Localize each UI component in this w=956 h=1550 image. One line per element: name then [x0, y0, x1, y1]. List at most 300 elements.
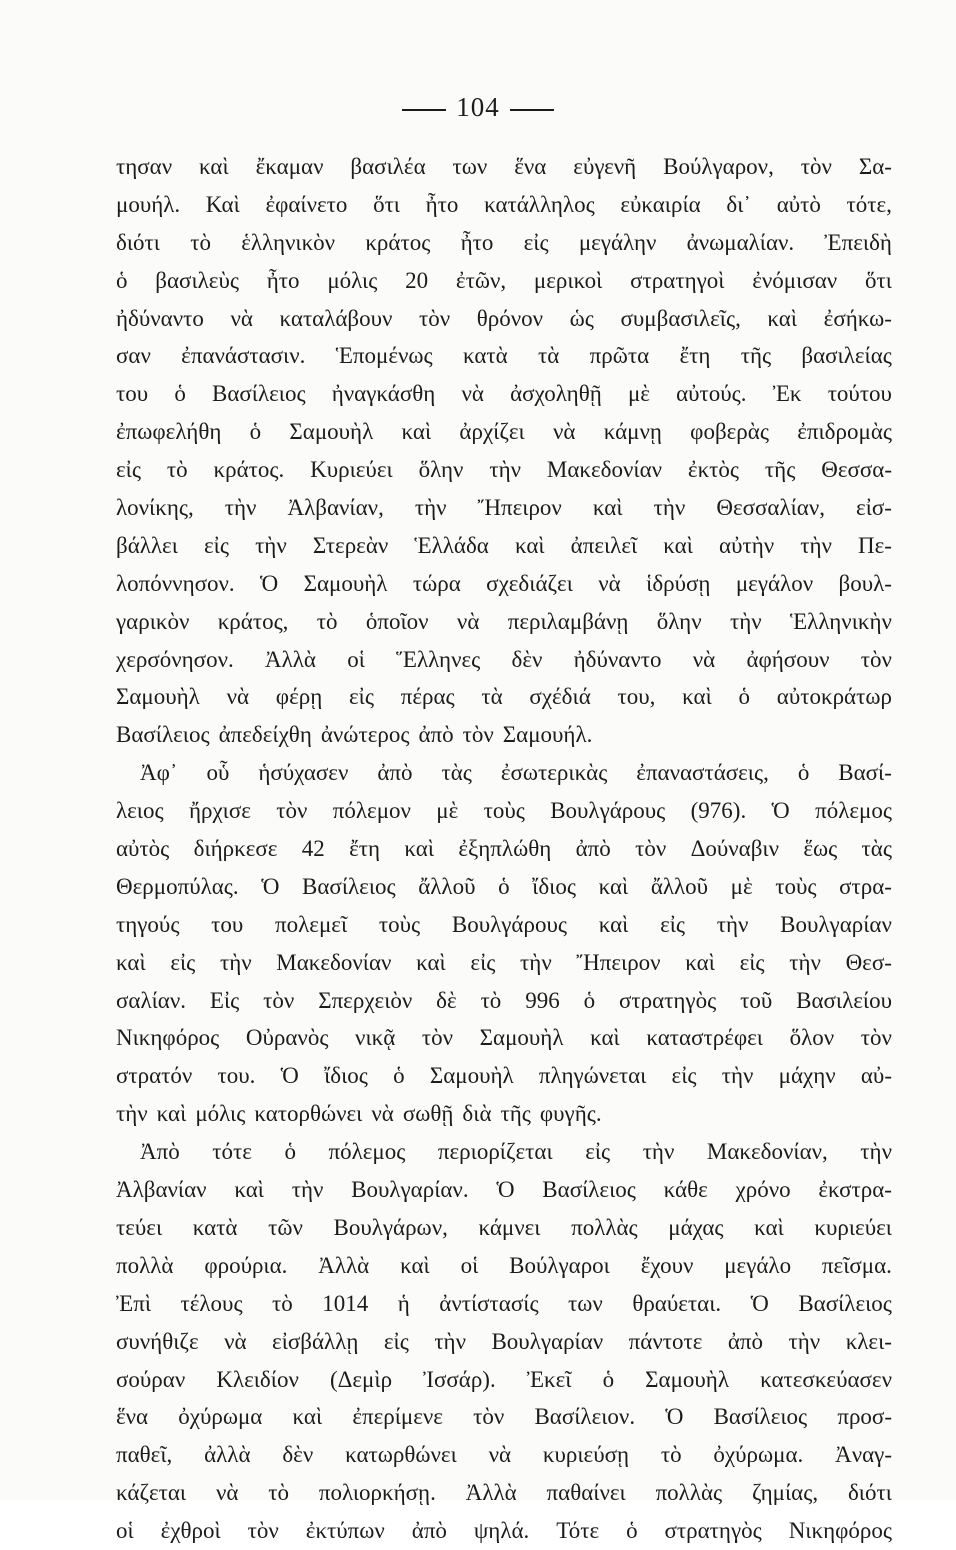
word: ἐπωφελήθη: [116, 419, 222, 445]
word: ὁ: [393, 1063, 405, 1089]
word: κυριεύει: [814, 1214, 892, 1240]
word: ἐκστρα-: [818, 1177, 892, 1203]
word: κατὰ: [192, 1214, 238, 1240]
text-line: [116, 868, 892, 906]
word: σχέδιά: [529, 684, 591, 710]
word: Εἰς: [209, 987, 240, 1013]
word: μάχην: [778, 1063, 836, 1089]
word: τὸ: [268, 1480, 290, 1506]
word: φέρῃ: [275, 684, 323, 710]
word: ὅλον: [789, 1025, 835, 1051]
word: Σαμουήλ.: [502, 722, 593, 748]
word: ἀπὸ: [411, 1518, 447, 1544]
word: νὰ: [598, 570, 621, 596]
word: μάχας: [668, 1214, 724, 1240]
word: εἰσ-: [856, 495, 892, 521]
word: Δούναβιν: [690, 836, 779, 862]
word: Βουλγαρίαν.: [351, 1177, 469, 1203]
word: ὅλην: [656, 608, 702, 634]
word: γαρικὸν: [116, 608, 190, 634]
word: Ἀναγ-: [835, 1442, 892, 1468]
text-line: [116, 830, 892, 868]
word: ἐκτύπων: [305, 1518, 385, 1544]
text-line: [116, 1095, 892, 1133]
word: κάθε: [663, 1177, 708, 1203]
word: νὰ: [230, 305, 253, 331]
word: ἀσχοληθῇ: [510, 381, 602, 407]
word: Πε-: [857, 532, 892, 558]
word: νὰ: [371, 1101, 394, 1127]
word: ἀπὸ: [727, 1328, 764, 1354]
word: καὶ: [598, 873, 629, 899]
word: ἐσωτερικὰς: [500, 760, 608, 786]
word: νὰ: [215, 1480, 239, 1506]
word: Σαμουὴλ: [116, 684, 200, 710]
word: τὴν: [116, 1101, 148, 1127]
word: μεγάλην: [578, 229, 657, 255]
word: Ἀλβανίαν: [116, 1177, 207, 1203]
word: τὴν: [255, 532, 287, 558]
word: (976).: [690, 798, 747, 824]
word: Θερμοπύλας.: [116, 873, 239, 899]
word: ἐχθροὶ: [160, 1518, 221, 1544]
text-line: [116, 716, 892, 754]
word: λειος: [116, 798, 164, 824]
word: νικᾷ: [355, 1025, 396, 1051]
word: καὶ: [404, 836, 435, 862]
word: στρα-: [839, 873, 892, 899]
text-line: [116, 262, 892, 300]
word: θραύεται.: [632, 1290, 722, 1316]
word: Θεσσα-: [821, 457, 892, 483]
word: των: [568, 1290, 603, 1316]
word: τὸν: [263, 987, 295, 1013]
word: ἐπαναστάσεις,: [636, 760, 769, 786]
word: Μακεδονίαν: [546, 457, 663, 483]
word: κατεσκεύασεν: [760, 1366, 892, 1392]
word: βουλ-: [838, 570, 892, 596]
word: Βασίλειος: [116, 722, 210, 748]
word: στρατηγὸς: [664, 1518, 762, 1544]
word: πρῶτα: [589, 343, 650, 369]
word: οἱ: [347, 646, 365, 672]
word: διὰ: [462, 1101, 492, 1127]
word: Ἀπὸ: [140, 1139, 180, 1165]
word: τότε: [212, 1139, 252, 1165]
word: ὀχύρωμα.: [713, 1442, 804, 1468]
text-line: [116, 641, 892, 679]
word: νὰ: [552, 419, 576, 445]
word: Θεσ-: [845, 949, 892, 975]
word: τὴν: [653, 495, 686, 521]
word: εἰς: [204, 532, 229, 558]
word: Οὐρανὸς: [245, 1025, 329, 1051]
word: ἐφαίνετο: [265, 191, 348, 217]
word: ἡ: [397, 1290, 410, 1316]
word: πέρας: [400, 684, 455, 710]
word: Σα-: [858, 154, 892, 179]
word: λοπόννησον.: [116, 570, 235, 596]
word: Βασίλειον.: [534, 1404, 636, 1430]
word: κράτος: [365, 229, 431, 255]
text-line: [116, 1171, 892, 1209]
word: σωθῇ: [402, 1101, 454, 1127]
word: μὲ: [627, 381, 650, 407]
word: Ἰσσάρ).: [423, 1366, 496, 1392]
word: τὰς: [861, 836, 892, 862]
word: ὁ: [797, 760, 810, 786]
word: Νικηφόρος: [116, 1025, 220, 1051]
word: κυριεύσῃ: [542, 1442, 630, 1468]
word: Μακεδονίαν: [276, 949, 392, 975]
word: αὐτοκράτωρ: [776, 684, 892, 710]
word: Κλειδίον: [216, 1366, 299, 1392]
word: Σαμουὴλ: [289, 419, 374, 445]
word: τὴν: [414, 495, 447, 521]
word: Ὁ: [280, 1063, 299, 1089]
word: ὁποῖον: [365, 608, 429, 634]
text-line: [116, 337, 892, 375]
word: τῆς: [764, 457, 796, 483]
text-line: [116, 489, 892, 527]
word: κατορθώνει: [254, 1101, 363, 1127]
word: τὴν: [520, 949, 552, 975]
text-line: [116, 1247, 892, 1285]
word: εἰσβάλλῃ: [272, 1328, 359, 1354]
word: Ὁ: [260, 570, 279, 596]
word: νὰ: [224, 1328, 247, 1354]
word: κάμνῃ: [603, 419, 662, 445]
word: τέλους: [180, 1290, 243, 1316]
word: εἰς: [383, 1328, 409, 1354]
word: Ἀλβανίαν,: [287, 495, 384, 521]
word: πολιορκήσῃ.: [318, 1480, 436, 1506]
word: δὲν: [511, 646, 543, 672]
word: ἐπερίμενε: [352, 1404, 443, 1430]
word: τὴν: [860, 1139, 892, 1165]
word: ἀπεδείχθη: [218, 722, 312, 748]
word: ὁ: [174, 381, 186, 407]
word: ἀνώτερος: [320, 722, 410, 748]
word: νὰ: [226, 684, 250, 710]
word: πεῖσμα.: [821, 1252, 892, 1278]
word: ὡς: [569, 305, 594, 331]
word: ἠναγκάσθη: [331, 381, 436, 407]
word: σαν: [116, 343, 151, 369]
text-line: [116, 1019, 892, 1057]
header-dash-right: [510, 109, 554, 111]
word: καὶ: [401, 419, 432, 445]
word: ἐπιδρομὰς: [797, 419, 892, 445]
word: τηγούς: [116, 911, 180, 937]
word: οἱ: [116, 1518, 134, 1544]
word: Βασίλειος: [798, 1290, 892, 1316]
word: οὗ: [206, 760, 230, 786]
text-line: [116, 678, 892, 716]
word: τὸν: [276, 798, 308, 824]
word: οἱ: [460, 1252, 479, 1278]
word: τὴν: [716, 911, 749, 937]
word: Ἑπομένως: [335, 343, 433, 369]
word: τὴν: [224, 495, 257, 521]
word: εὐκαιρία: [620, 191, 701, 217]
word: καὶ: [598, 911, 629, 937]
word: Ἑλλάδα: [414, 532, 489, 558]
word: φυγῆς.: [539, 1101, 602, 1127]
word: κλει-: [845, 1328, 892, 1354]
word: αὐτὸ: [776, 191, 821, 217]
word: μεγάλον: [735, 570, 814, 596]
word: Μακεδονίαν,: [706, 1139, 828, 1165]
page-number: 104: [456, 92, 500, 122]
word: μουήλ.: [116, 191, 181, 217]
word: ὅτι: [864, 267, 892, 293]
word: τῆς: [740, 343, 772, 369]
word: σχεδιάζει: [486, 570, 573, 596]
word: ὁ: [583, 987, 596, 1013]
word: τὴν: [489, 457, 522, 483]
word: καὶ: [754, 1214, 784, 1240]
word: αὐτὸς: [116, 836, 170, 862]
word: εἰς: [349, 684, 374, 710]
text-line: [116, 1057, 892, 1095]
word: τὴν: [788, 1328, 821, 1354]
word: εἰς: [585, 1139, 611, 1165]
word: ἄλλοῦ: [418, 873, 476, 899]
word: ὁ: [626, 1518, 638, 1544]
word: Ἀλλὰ: [465, 1480, 517, 1506]
word: τοὺς: [775, 873, 817, 899]
word: τὸ: [660, 1442, 682, 1468]
word: Τότε: [556, 1518, 600, 1544]
text-line: [116, 300, 892, 338]
word: εἰς: [170, 949, 196, 975]
word: νὰ: [456, 608, 480, 634]
text-line: [116, 148, 892, 186]
text-line: [116, 1209, 892, 1247]
word: τὰ: [481, 684, 503, 710]
word: καὶ: [767, 305, 798, 331]
word: τὴν: [642, 1139, 675, 1165]
word: εἰς: [671, 1063, 697, 1089]
word: στρατόν: [116, 1063, 193, 1089]
word: διότι: [847, 1480, 892, 1506]
word: Σαμουὴλ: [429, 1063, 514, 1089]
word: Βασίλειος: [211, 381, 306, 407]
word: ἄλλοῦ: [650, 873, 709, 899]
word: μόλις: [327, 267, 378, 293]
text-line: [116, 792, 892, 830]
word: βασιλεὺς: [155, 267, 239, 293]
word: καὶ: [685, 949, 715, 975]
text-line: [116, 186, 892, 224]
word: ἴδιος: [324, 1063, 368, 1089]
word: (Δεμὶρ: [329, 1366, 393, 1392]
word: τὴν: [291, 1177, 324, 1203]
word: του: [211, 911, 244, 937]
word: δὲ: [436, 987, 457, 1013]
word: τοὺς: [378, 911, 421, 937]
word: Ἀλλὰ: [264, 646, 316, 672]
word: πάντοτε: [628, 1328, 703, 1354]
word: τὸ: [166, 457, 188, 483]
word: τὴν: [721, 1063, 754, 1089]
text-line: [116, 603, 892, 641]
word: κάζεται: [116, 1480, 187, 1506]
word: Βουλγάρους: [451, 911, 567, 937]
word: Θεσσαλίαν,: [716, 495, 825, 521]
word: ψηλά.: [473, 1518, 530, 1544]
text-line: [116, 527, 892, 565]
word: πολλὰ: [116, 1252, 174, 1278]
word: πολλὰς: [655, 1480, 723, 1506]
word: ἕως: [803, 836, 838, 862]
word: Ἤπειρον: [576, 949, 661, 975]
word: τῆς: [500, 1101, 531, 1127]
word: τὸν: [473, 1404, 505, 1430]
word: καὶ: [400, 1252, 430, 1278]
word: τῶν: [268, 1214, 303, 1240]
word: ἔτη: [349, 836, 381, 862]
word: ἠδύναντο: [573, 646, 662, 672]
word: κάμνει: [478, 1214, 541, 1240]
text-line: [116, 906, 892, 944]
word: Ἀλλὰ: [318, 1252, 370, 1278]
word: ἠδύναντο: [116, 305, 204, 331]
word: καὶ: [116, 949, 146, 975]
word: παθαίνει: [546, 1480, 626, 1506]
word: ἕνα: [514, 154, 547, 179]
word: διήρκεσε: [193, 836, 278, 862]
word: καὶ: [416, 949, 446, 975]
text-line: [116, 451, 892, 489]
word: ἔχουν: [640, 1252, 694, 1278]
word: πόλεμος: [815, 798, 892, 824]
word: τὴν: [729, 608, 762, 634]
page-header: [0, 92, 956, 123]
word: ἀπὸ: [377, 760, 413, 786]
text-line: [116, 224, 892, 262]
word: Ὁ: [496, 1177, 515, 1203]
word: ἴδιος: [532, 873, 576, 899]
word: ἦτο: [460, 229, 494, 255]
header-dash-left: [402, 109, 446, 111]
word: ἐνόμισαν: [752, 267, 838, 293]
word: ἀφήσουν: [746, 646, 830, 672]
word: βασιλέα: [350, 154, 426, 179]
word: δὲν: [282, 1442, 314, 1468]
word: νὰ: [692, 646, 716, 672]
word: ἀνωμαλίαν.: [686, 229, 795, 255]
word: τὸν: [860, 1025, 892, 1051]
text-line: [116, 375, 892, 413]
word: πληγώνεται: [538, 1063, 647, 1089]
word: εἰς: [470, 949, 496, 975]
word: κατωρθώνει: [345, 1442, 457, 1468]
word: 996: [525, 987, 560, 1013]
word: ἦτο: [266, 267, 300, 293]
word: τὴν: [434, 1328, 466, 1354]
word: ἐξηπλώθη: [458, 836, 552, 862]
word: καὶ: [156, 1101, 187, 1127]
word: τὸ: [480, 987, 502, 1013]
word: πολεμεῖ: [275, 911, 348, 937]
word: τὸν: [247, 1518, 279, 1544]
word: ὁ: [498, 873, 510, 899]
word: Ὁ: [261, 873, 280, 899]
word: Σαμουὴλ: [303, 570, 388, 596]
word: θρόνον: [476, 305, 544, 331]
word: καὶ: [590, 1025, 620, 1051]
word: Ἐπειδὴ: [824, 229, 892, 255]
word: ἀλλὰ: [204, 1442, 251, 1468]
word: τὸν: [462, 722, 494, 748]
word: εἰς: [523, 229, 549, 255]
word: 1014: [322, 1290, 369, 1316]
text-line: [116, 1285, 892, 1323]
word: τησαν: [116, 154, 173, 179]
word: Ἕλληνες: [396, 646, 481, 672]
word: τὸ: [316, 608, 338, 634]
word: νὰ: [461, 381, 484, 407]
text-line: [116, 1512, 892, 1550]
word: μὲ: [730, 873, 753, 899]
word: Ὁ: [750, 1290, 769, 1316]
word: Σπερχειὸν: [318, 987, 413, 1013]
text-line: [116, 1361, 892, 1399]
word: Βούλγαροι: [509, 1252, 610, 1278]
word: εἰς: [116, 457, 141, 483]
word: παθεῖ,: [116, 1442, 173, 1468]
word: στρατηγὸς: [618, 987, 717, 1013]
word: ὅλην: [418, 457, 464, 483]
word: καὶ: [234, 1177, 264, 1203]
word: ἔτη: [679, 343, 711, 369]
word: περιλαμβάνῃ: [507, 608, 629, 634]
word: συμβασιλεῖς,: [620, 305, 741, 331]
word: πολλὰς: [571, 1214, 638, 1240]
word: του.: [217, 1063, 256, 1089]
word: φοβερὰς: [690, 419, 769, 445]
word: του,: [617, 684, 656, 710]
word: τὰς: [441, 760, 472, 786]
word: Ἐκ: [772, 381, 802, 407]
word: βασιλείας: [801, 343, 892, 369]
word: ἐσήκω-: [823, 305, 892, 331]
word: τὴν: [789, 949, 821, 975]
word: Ἐκεῖ: [526, 1366, 572, 1392]
word: Βουλγάρων,: [333, 1214, 448, 1240]
word: δι᾽: [726, 191, 752, 217]
word: πόλεμος: [328, 1139, 406, 1165]
word: κατάλληλος: [484, 191, 595, 217]
word: μεγάλο: [724, 1252, 792, 1278]
word: τοῦ: [740, 987, 773, 1013]
text-line: [116, 1323, 892, 1361]
word: Βασιλείου: [796, 987, 892, 1013]
word: καταστρέφει: [646, 1025, 763, 1051]
word: βάλλει: [116, 532, 178, 558]
word: κράτος.: [213, 457, 285, 483]
word: Κυριεύει: [310, 457, 393, 483]
word: τὸ: [272, 1290, 293, 1316]
word: ἀπειλεῖ: [570, 532, 638, 558]
word: Στερεὰν: [312, 532, 389, 558]
word: Ἑλληνικὴν: [789, 608, 892, 634]
text-line: [116, 1398, 892, 1436]
word: διότι: [116, 229, 160, 255]
word: Βασί-: [838, 760, 892, 786]
